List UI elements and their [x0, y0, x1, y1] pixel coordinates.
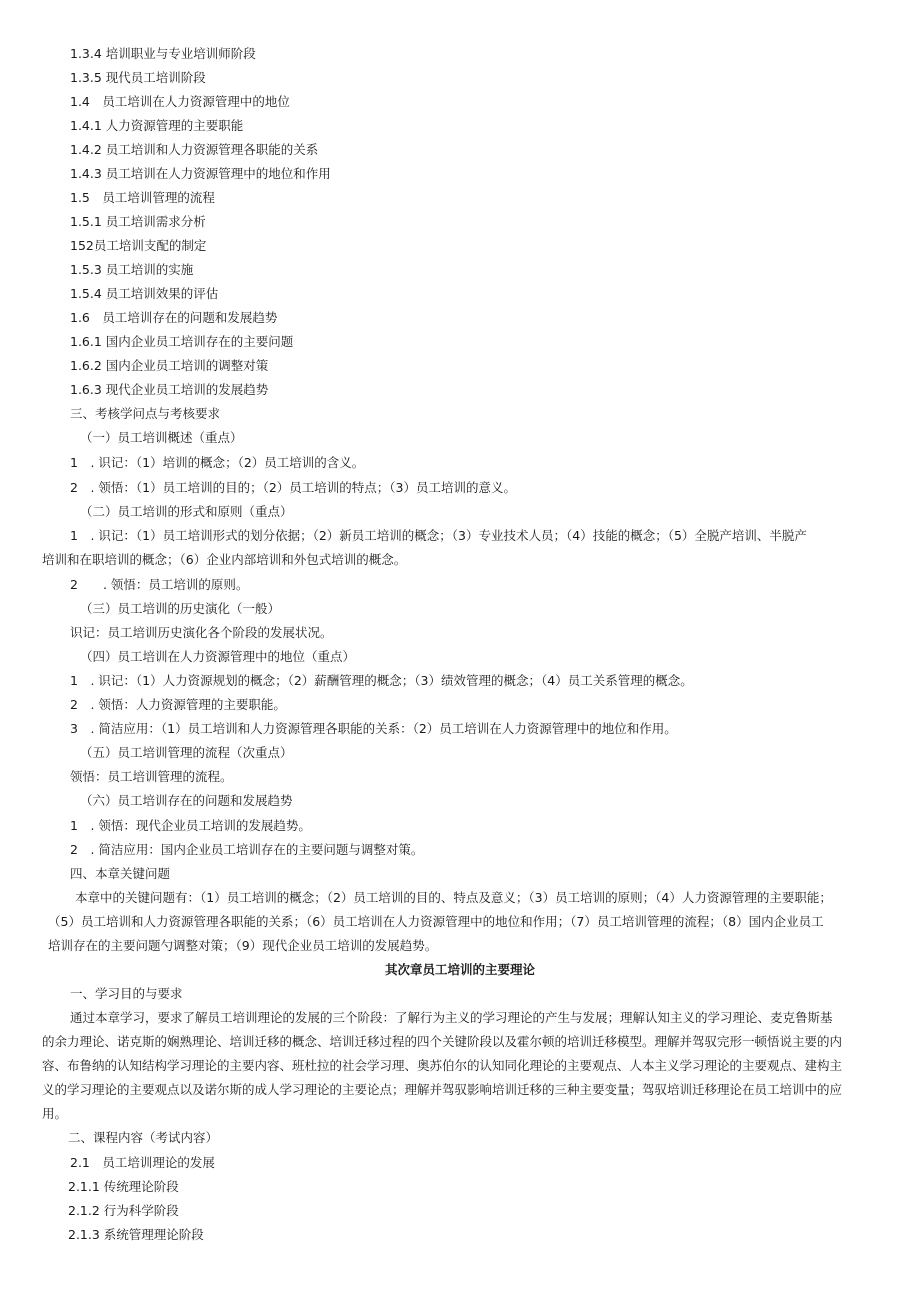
text-line: 容、布鲁纳的认知结构学习理论的主要内容、班杜拉的社会学习理、奥苏伯尔的认知同化理论的主要观点、人本主义学习理论的主要观点、建构主: [42, 1058, 843, 1073]
section-heading: 三、考核学问点与考核要求: [70, 406, 221, 421]
toc-line: 1.5 员工培训管理的流程: [70, 190, 215, 205]
toc-line: 2.1 员工培训理论的发展: [70, 1155, 215, 1170]
subsection-heading: （四）员工培训在人力资源管理中的地位（重点）: [80, 649, 356, 664]
toc-line: 1.6.2 国内企业员工培训的调整对策: [70, 358, 269, 373]
text-line: （5）员工培训和人力资源管理各职能的关系；（6）员工培训在人力资源管理中的地位和作用；（7）员工培训管理的流程；（8）国内企业员工: [48, 914, 824, 929]
subsection-heading: （六）员工培训存在的问题和发展趋势: [80, 793, 293, 808]
toc-line: 2.1.2 行为科学阶段: [68, 1203, 179, 1218]
section-heading: 四、本章关键问题: [70, 866, 171, 881]
subsection-heading: （二）员工培训的形式和原则（重点）: [80, 504, 293, 519]
text-line: 培训和在职培训的概念；（6）企业内部培训和外包式培训的概念。: [42, 552, 407, 567]
toc-line: 1.6.1 国内企业员工培训存在的主要问题: [70, 334, 294, 349]
toc-line: 1.4 员工培训在人力资源管理中的地位: [70, 94, 290, 109]
text-line: 本章中的关键问题有：（1）员工培训的概念；（2）员工培训的目的、特点及意义；（3）员工培训的原则；（4）人力资源管理的主要职能；: [75, 890, 832, 905]
text-line: 培训存在的主要问题勺调整对策；（9）现代企业员工培训的发展趋势。: [48, 938, 438, 953]
text-line: 领悟：员工培训管理的流程。: [70, 769, 233, 784]
toc-line: 1.3.5 现代员工培训阶段: [70, 70, 206, 85]
toc-line: 1.4.2 员工培训和人力资源管理各职能的关系: [70, 142, 319, 157]
text-line: 2 . 领悟：（1）员工培训的目的；（2）员工培训的特点；（3）员工培训的意义。: [70, 480, 517, 495]
text-line: 3 . 简洁应用：（1）员工培训和人力资源管理各职能的关系：（2）员工培训在人力资源管理中的地位和作用。: [70, 721, 677, 736]
text-line: 通过本章学习，要求了解员工培训理论的发展的三个阶段：了解行为主义的学习理论的产生与发展；理解认知主义的学习理论、麦克鲁斯基: [70, 1010, 833, 1025]
toc-line: 2.1.3 系统管理理论阶段: [68, 1227, 204, 1242]
toc-line: 1.4.1 人力资源管理的主要职能: [70, 118, 244, 133]
text-line: 2 . 领悟：员工培训的原则。: [70, 577, 249, 592]
toc-line: 1.6.3 现代企业员工培训的发展趋势: [70, 382, 269, 397]
text-line: 2 . 简洁应用：国内企业员工培训存在的主要问题与调整对策。: [70, 842, 424, 857]
toc-line: 1.5.1 员工培训需求分析: [70, 214, 206, 229]
text-line: 1 . 领悟：现代企业员工培训的发展趋势。: [70, 818, 311, 833]
toc-line: 1.6 员工培训存在的问题和发展趋势: [70, 310, 278, 325]
text-line: 用。: [42, 1106, 68, 1121]
toc-line: 1.5.4 员工培训效果的评估: [70, 286, 219, 301]
toc-line: 1.5.3 员工培训的实施: [70, 262, 194, 277]
toc-line: 1.3.4 培训职业与专业培训师阶段: [70, 46, 256, 61]
text-line: 识记：员工培训历史演化各个阶段的发展状况。: [70, 625, 333, 640]
toc-line: 2.1.1 传统理论阶段: [68, 1179, 179, 1194]
text-line: 2 . 领悟：人力资源管理的主要职能。: [70, 697, 286, 712]
toc-line: 1.4.3 员工培训在人力资源管理中的地位和作用: [70, 166, 331, 181]
chapter-title: 其次章员工培训的主要理论: [384, 962, 535, 977]
text-line: 1 . 识记：（1）培训的概念；（2）员工培训的含义。: [70, 455, 365, 470]
text-line: 1 . 识记：（1）人力资源规划的概念；（2）薪酬管理的概念；（3）绩效管理的概念；（4）员工关系管理的概念。: [70, 673, 693, 688]
text-line: 义的学习理论的主要观点以及诺尔斯的成人学习理论的主要论点；理解并驾驭影响培训迁移的三种主要变量；驾驭培训迁移理论在员工培训中的应: [42, 1082, 843, 1097]
subsection-heading: （三）员工培训的历史演化（一般）: [80, 601, 281, 616]
toc-line: 152员工培训支配的制定: [70, 238, 207, 253]
section-heading: 二、课程内容（考试内容）: [68, 1130, 219, 1145]
section-heading: 一、学习目的与要求: [70, 986, 183, 1001]
text-line: 的余力理论、诺克斯的娴熟理论、培训迁移的概念、培训迁移过程的四个关键阶段以及霍尔顿的培训迁移模型。理解并驾驭完形一顿悟说主要的内: [42, 1034, 843, 1049]
text-line: 1 . 识记：（1）员工培训形式的划分依据；（2）新员工培训的概念；（3）专业技术人员；（4）技能的概念；（5）全脱产培训、半脱产: [70, 528, 807, 543]
subsection-heading: （五）员工培训管理的流程（次重点）: [80, 745, 293, 760]
subsection-heading: （一）员工培训概述（重点）: [80, 430, 243, 445]
